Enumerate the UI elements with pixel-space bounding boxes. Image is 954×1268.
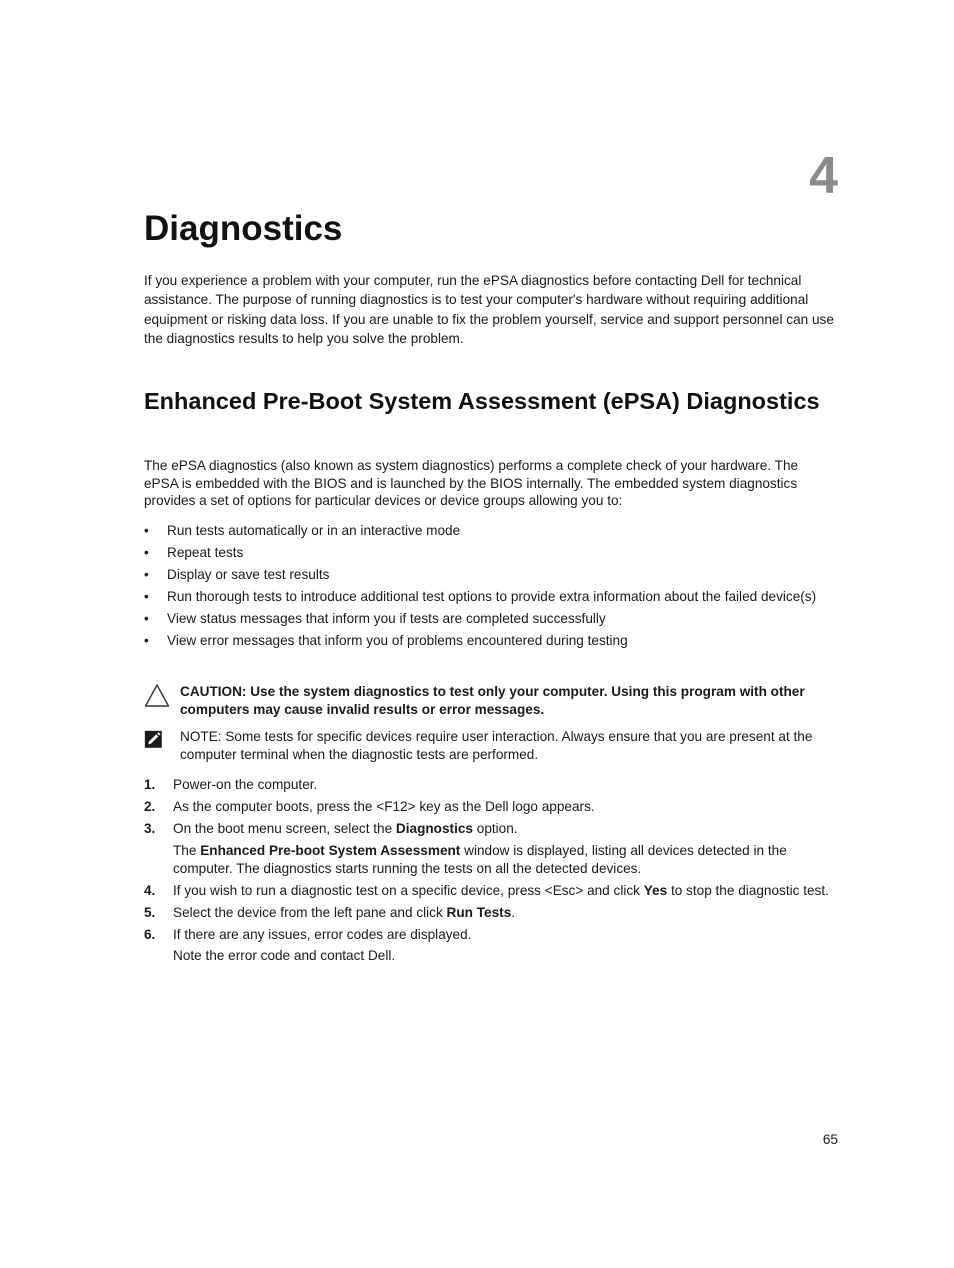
section-heading: Enhanced Pre-Boot System Assessment (ePSA) Diagnostics bbox=[144, 388, 820, 414]
step-text: Select the device from the left pane and click Run Tests. bbox=[173, 904, 516, 920]
step-number: 5. bbox=[144, 904, 156, 920]
button-name: Yes bbox=[643, 882, 668, 898]
list-item bbox=[144, 523, 834, 540]
list-item-text: Run thorough tests to introduce additional test options to provide extra information about the failed device(s) bbox=[167, 589, 817, 604]
note-text: Some tests for specific devices require user interaction. Always ensure that you are present at the computer terminal when the diagnostic tests are performed. bbox=[180, 729, 813, 762]
page-number: 65 bbox=[822, 1132, 838, 1147]
note-notice bbox=[144, 728, 834, 763]
step-detail: Note the error code and contact Dell. bbox=[173, 948, 396, 964]
intro-paragraph: If you experience a problem with your computer, run the ePSA diagnostics before contacting Dell for technical assistance. The purpose of running diagnostics is to test your computer's hardware without requiring additional equipment or risking data loss. If you are unable to fix the problem yourself, service and support personnel can use the diagnostics results to help you solve the problem. bbox=[144, 273, 834, 346]
step-item bbox=[144, 820, 834, 877]
step-number: 4. bbox=[144, 882, 156, 898]
list-item-text: View status messages that inform you if tests are completed successfully bbox=[167, 611, 606, 626]
list-item bbox=[144, 633, 834, 650]
chapter-number: 4 bbox=[809, 147, 838, 205]
pencil-note-icon bbox=[144, 730, 166, 752]
list-item-text: Display or save test results bbox=[167, 567, 330, 582]
step-text: If there are any issues, error codes are displayed. bbox=[173, 926, 472, 942]
steps-list bbox=[144, 776, 834, 969]
option-name: Diagnostics bbox=[395, 820, 473, 836]
step-item bbox=[144, 926, 834, 966]
note-text-block bbox=[180, 728, 834, 763]
bullet-dot: • bbox=[144, 589, 149, 604]
caution-notice bbox=[144, 683, 834, 718]
bullet-dot: • bbox=[144, 523, 149, 538]
step-item bbox=[144, 904, 834, 922]
step-number: 1. bbox=[144, 777, 156, 792]
list-item bbox=[144, 567, 834, 584]
step-number: 3. bbox=[144, 820, 156, 836]
window-name: Enhanced Pre-boot System Assessment bbox=[200, 842, 461, 858]
list-item-text: Run tests automatically or in an interactive mode bbox=[167, 523, 461, 538]
step-item bbox=[144, 882, 834, 900]
list-item bbox=[144, 611, 834, 628]
note-label: NOTE: bbox=[180, 729, 222, 744]
button-name: Run Tests bbox=[446, 904, 512, 920]
caution-text: CAUTION: Use the system diagnostics to test only your computer. Using this program with other computers may cause invalid results or error messages. bbox=[180, 684, 805, 717]
step-text: If you wish to run a diagnostic test on a specific device, press <Esc> and click Yes to stop the diagnostic test. bbox=[173, 882, 829, 898]
warning-triangle-icon bbox=[144, 683, 170, 709]
step-text: As the computer boots, press the <F12> key as the Dell logo appears. bbox=[173, 798, 595, 814]
bullet-dot: • bbox=[144, 611, 149, 626]
step-item bbox=[144, 776, 834, 794]
step-text: On the boot menu screen, select the Diagnostics option. bbox=[173, 820, 518, 836]
bullet-dot: • bbox=[144, 633, 149, 648]
list-item-text: Repeat tests bbox=[167, 545, 244, 560]
list-item bbox=[144, 589, 834, 606]
list-item-text: View error messages that inform you of problems encountered during testing bbox=[167, 633, 628, 648]
step-number: 6. bbox=[144, 926, 156, 942]
section-intro-paragraph: The ePSA diagnostics (also known as system diagnostics) performs a complete check of your hardware. The ePSA is embedded with the BIOS and is launched by the BIOS internally. The embedded system diagnostics provides a set of options for particular devices or device groups allowing you to: bbox=[144, 458, 799, 509]
feature-list bbox=[144, 523, 834, 655]
step-text: Power-on the computer. bbox=[173, 777, 318, 792]
bullet-dot: • bbox=[144, 567, 149, 582]
page-title: Diagnostics bbox=[144, 209, 343, 248]
step-number: 2. bbox=[144, 798, 156, 814]
bullet-dot: • bbox=[144, 545, 149, 560]
list-item bbox=[144, 545, 834, 562]
step-detail: The Enhanced Pre-boot System Assessment window is displayed, listing all devices detected in the computer. The diagnostics starts running the tests on all the detected devices. bbox=[173, 842, 787, 876]
step-item bbox=[144, 798, 834, 816]
